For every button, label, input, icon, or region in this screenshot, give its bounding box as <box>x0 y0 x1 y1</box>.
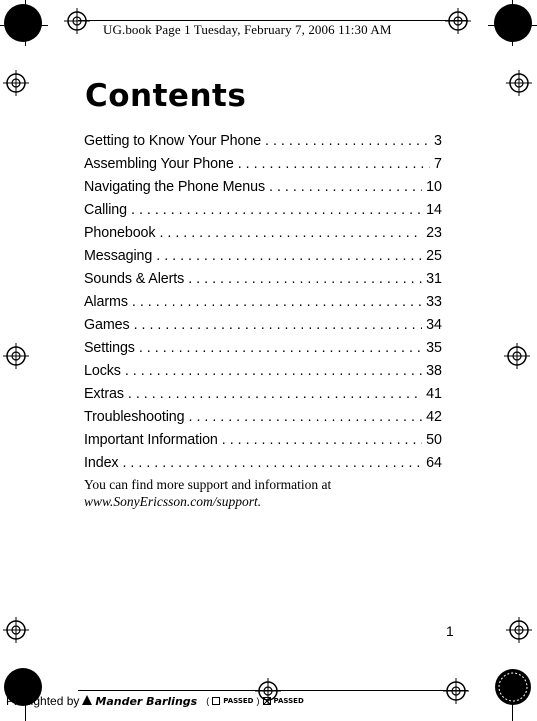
trim-line-top-center <box>78 20 468 21</box>
toc-dot-leader <box>188 271 422 287</box>
toc-entry[interactable] <box>84 405 442 428</box>
toc-entry-page: 3 <box>430 133 442 149</box>
toc-entry-title: Assembling Your Phone <box>84 156 238 172</box>
toc-dot-leader <box>134 317 423 333</box>
toc-entry[interactable] <box>84 175 442 198</box>
registration-target-bottom-right <box>494 668 532 706</box>
checkbox-icon <box>212 697 220 705</box>
toc-entry-title: Important Information <box>84 432 222 448</box>
crosshair-target-upper-right <box>506 70 532 96</box>
crosshair-target-upper-left <box>3 70 29 96</box>
toc-entry-page: 14 <box>422 202 442 218</box>
toc-entry[interactable] <box>84 428 442 451</box>
toc-dot-leader <box>131 202 422 218</box>
toc-entry-page: 35 <box>422 340 442 356</box>
toc-entry[interactable] <box>84 336 442 359</box>
toc-entry[interactable] <box>84 313 442 336</box>
toc-entry-title: Phonebook <box>84 225 159 241</box>
toc-entry-page: 10 <box>422 179 442 195</box>
running-head: UG.book Page 1 Tuesday, February 7, 2006 11:30 AM <box>103 22 392 37</box>
trim-line-bottom-right-vertical <box>512 676 513 721</box>
toc-entry-title: Settings <box>84 340 139 356</box>
trim-line-top-right-vertical <box>512 0 513 46</box>
toc-entry-page: 23 <box>422 225 442 241</box>
toc-dot-leader <box>222 432 422 448</box>
toc-entry[interactable] <box>84 152 442 175</box>
registration-dot-top-right <box>494 4 532 42</box>
toc-entry[interactable] <box>84 221 442 244</box>
trim-line-top-left-vertical <box>25 0 26 46</box>
toc-entry-title: Alarms <box>84 294 132 310</box>
crosshair-target-top-left-inner <box>64 8 90 34</box>
toc-entry-title: Getting to Know Your Phone <box>84 133 265 149</box>
crosshair-target-bottom-right-inner <box>443 678 469 704</box>
toc-entry[interactable] <box>84 198 442 221</box>
toc-entry-page: 31 <box>422 271 442 287</box>
toc-entry[interactable] <box>84 244 442 267</box>
preflight-brand: Mander Barlings <box>95 694 198 708</box>
checked-checkbox-icon <box>263 697 271 705</box>
table-of-contents <box>84 129 442 474</box>
toc-dot-leader <box>159 225 422 241</box>
toc-entry[interactable] <box>84 290 442 313</box>
crosshair-target-lower-right <box>506 617 532 643</box>
toc-dot-leader <box>132 294 422 310</box>
toc-entry-page: 33 <box>422 294 442 310</box>
toc-dot-leader <box>139 340 422 356</box>
paren-open: ( <box>206 696 210 706</box>
preflight-label: Preflighted by <box>6 694 80 708</box>
brand-logo-icon <box>82 694 92 708</box>
toc-entry[interactable] <box>84 129 442 152</box>
toc-entry-title: Troubleshooting <box>84 409 189 425</box>
page-title: Contents <box>85 78 247 114</box>
passed-label-1: PASSED <box>223 697 254 705</box>
toc-dot-leader <box>122 455 422 471</box>
support-url-link[interactable]: www.SonyEricsson.com/support. <box>84 494 262 509</box>
toc-entry-page: 7 <box>430 156 442 172</box>
preflight-stamp <box>6 694 304 708</box>
toc-entry[interactable] <box>84 359 442 382</box>
toc-dot-leader <box>156 248 422 264</box>
crosshair-target-middle-right <box>504 343 530 369</box>
toc-entry-title: Games <box>84 317 134 333</box>
toc-entry-title: Calling <box>84 202 131 218</box>
toc-entry-title: Locks <box>84 363 125 379</box>
support-note <box>84 476 414 510</box>
toc-entry-page: 50 <box>422 432 442 448</box>
toc-dot-leader <box>265 133 430 149</box>
crosshair-target-middle-left <box>3 343 29 369</box>
trim-line-top-left-horizontal <box>0 25 48 26</box>
toc-dot-leader <box>128 386 422 402</box>
toc-entry-page: 25 <box>422 248 442 264</box>
toc-entry[interactable] <box>84 382 442 405</box>
toc-dot-leader <box>269 179 422 195</box>
crosshair-target-top-right-inner <box>445 8 471 34</box>
toc-entry-page: 41 <box>422 386 442 402</box>
toc-entry-title: Navigating the Phone Menus <box>84 179 269 195</box>
toc-entry[interactable] <box>84 451 442 474</box>
registration-dot-top-left <box>4 4 42 42</box>
passed-label-2: PASSED <box>273 697 304 705</box>
toc-entry-title: Sounds & Alerts <box>84 271 188 287</box>
toc-dot-leader <box>189 409 423 425</box>
support-note-text: You can find more support and information at <box>84 477 332 492</box>
crosshair-target-lower-left <box>3 617 29 643</box>
toc-entry-page: 38 <box>422 363 442 379</box>
toc-entry-page: 34 <box>422 317 442 333</box>
toc-entry-title: Extras <box>84 386 128 402</box>
toc-dot-leader <box>125 363 422 379</box>
page-number: 1 <box>446 623 454 639</box>
toc-entry-title: Index <box>84 455 122 471</box>
toc-entry[interactable] <box>84 267 442 290</box>
toc-entry-page: 42 <box>422 409 442 425</box>
toc-entry-page: 64 <box>422 455 442 471</box>
toc-entry-title: Messaging <box>84 248 156 264</box>
toc-dot-leader <box>238 156 430 172</box>
paren-close: ) <box>256 696 260 706</box>
